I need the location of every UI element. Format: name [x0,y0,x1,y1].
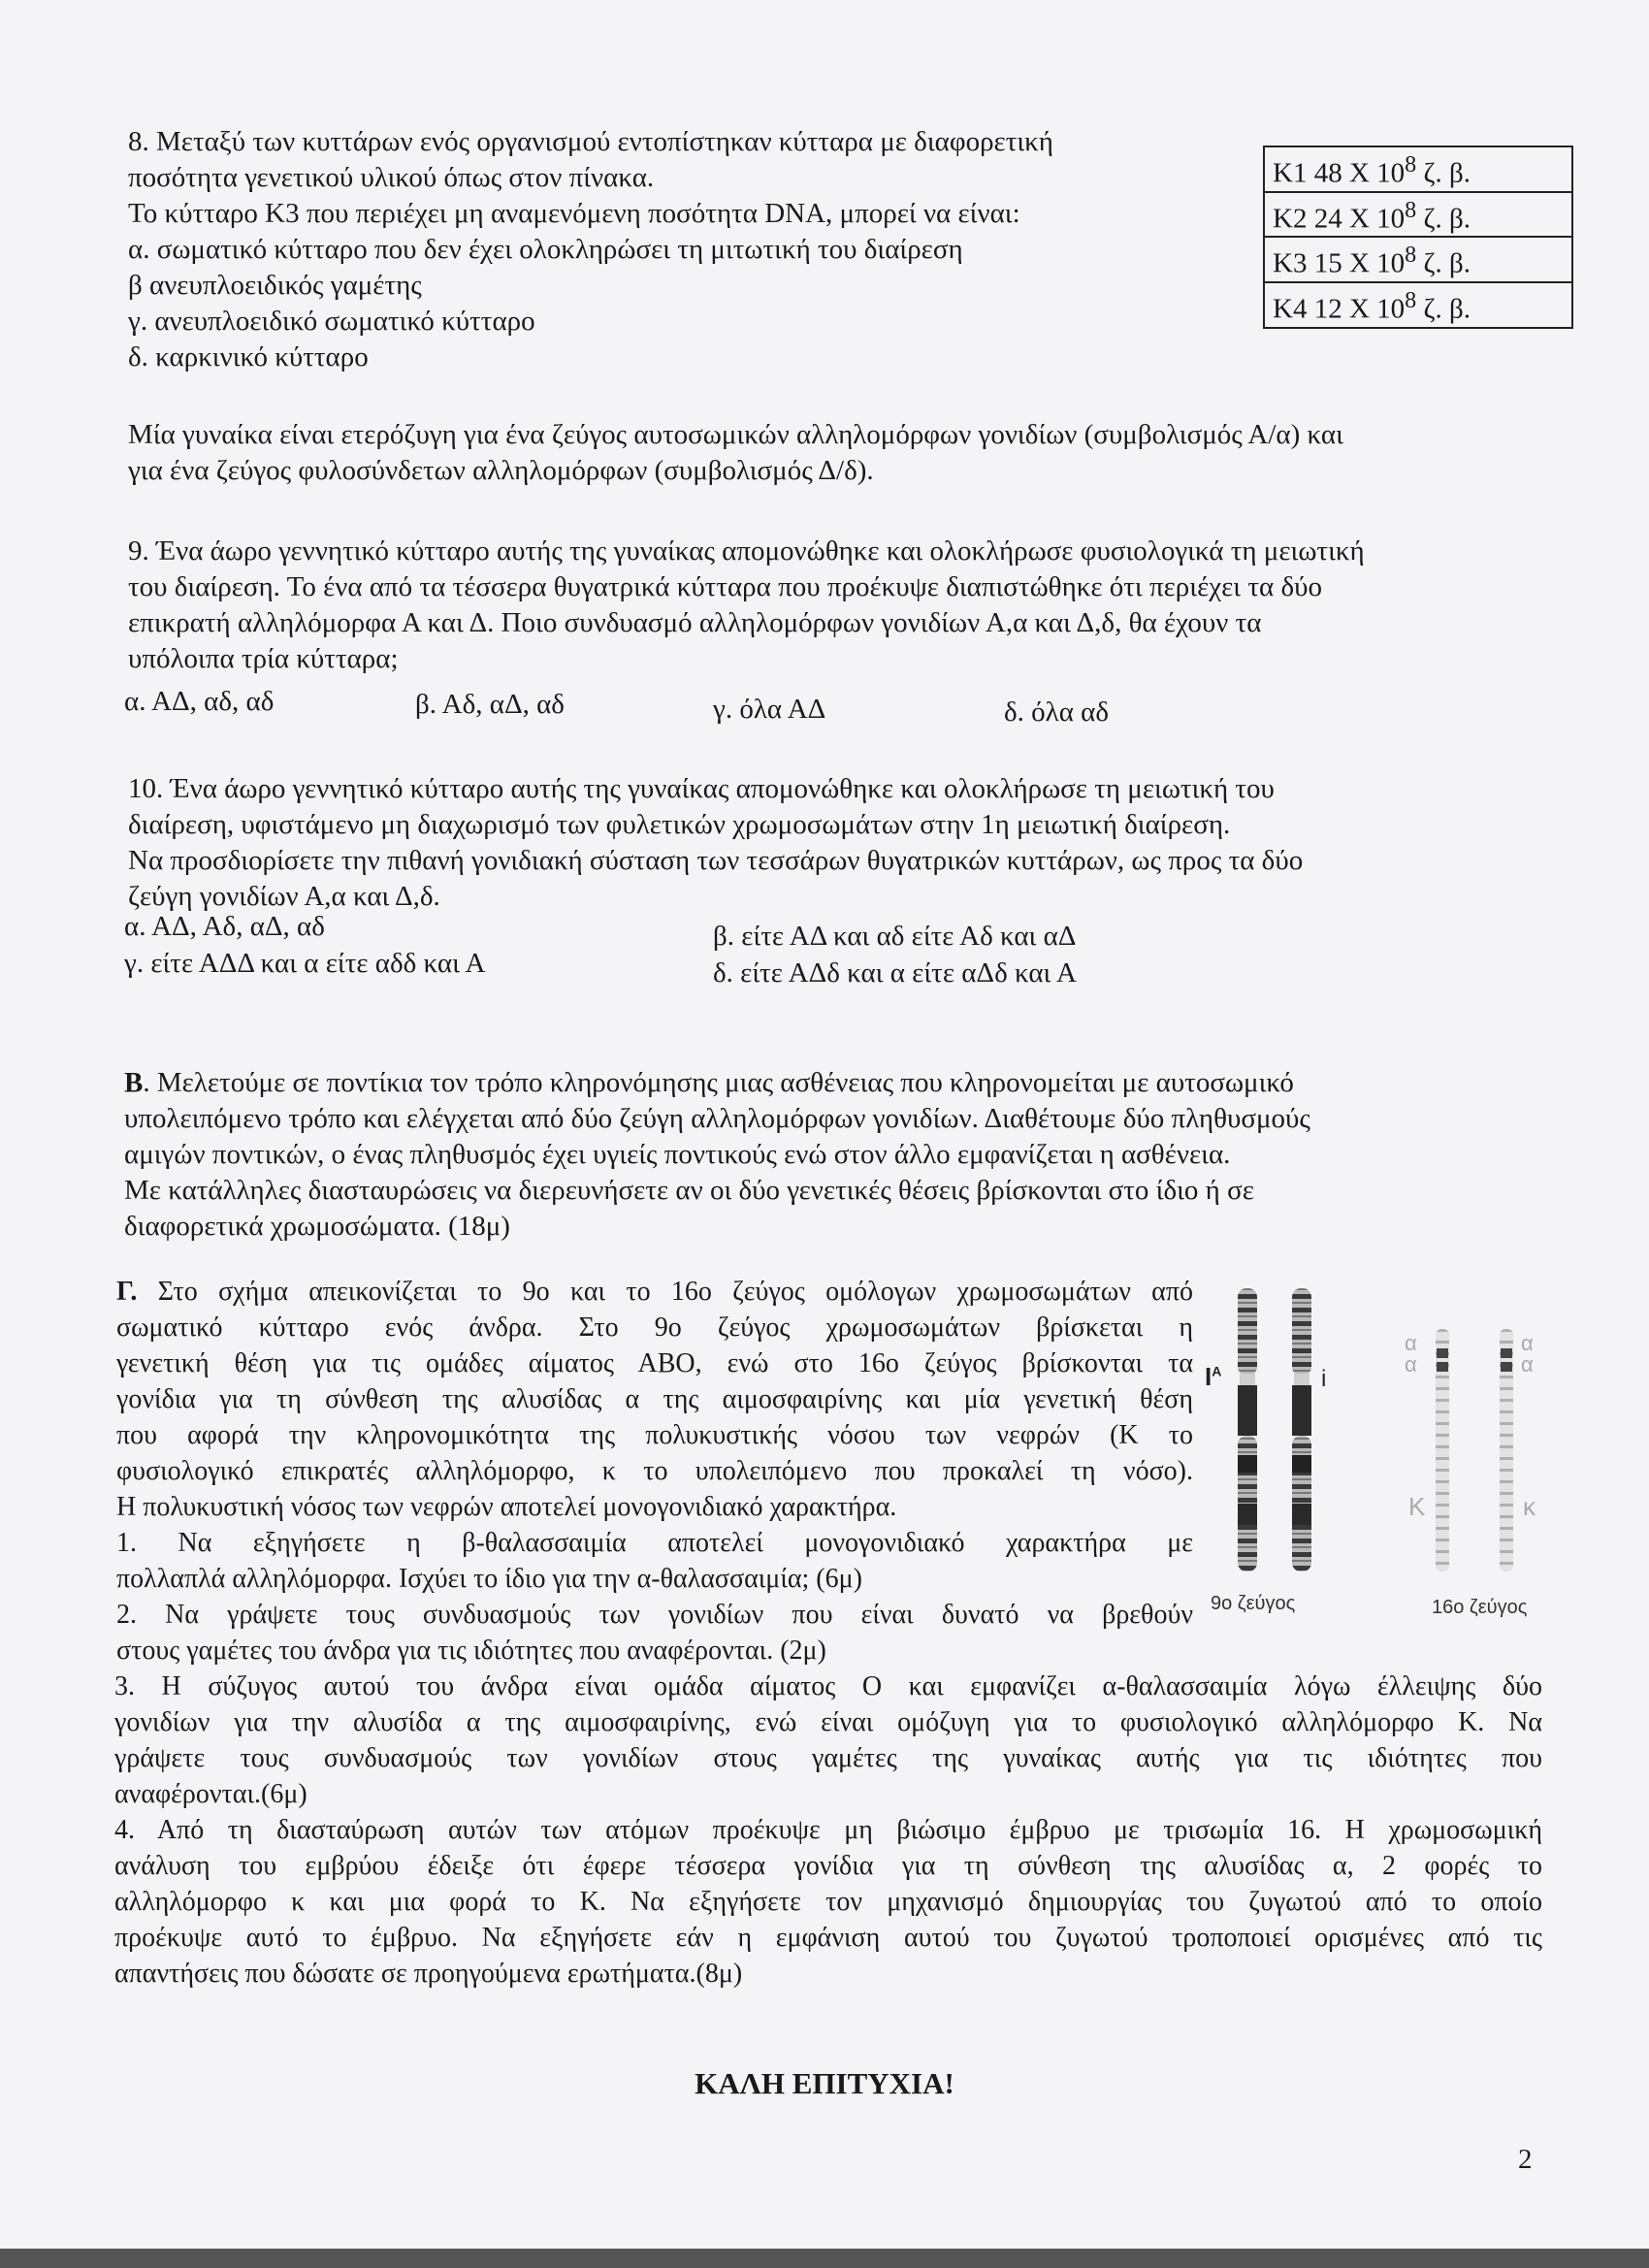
q8-line: ποσότητα γενετικού υλικού όπως στον πίνακα. [128,162,655,193]
q9-option-d: δ. όλα αδ [1004,697,1110,728]
section-g-question-1: πολλαπλά αλληλόμορφα. Ισχύει το ίδιο για την α-θαλασσαιμία; (6μ) [116,1564,862,1594]
figure-caption-9: 9ο ζεύγος [1211,1593,1296,1614]
q9-option-b: β. Αδ, αΔ, αδ [415,689,565,720]
allele-label-a1: α [1405,1331,1417,1355]
section-g-question-4: ανάλυση του εμβρύου έδειξε ότι έφερε τέσσερα γονίδια για τη σύνθεση της αλυσίδας α, 2 φορές το [114,1851,1542,1881]
allele-label-a3: α [1521,1331,1534,1355]
q8-option: γ. ανευπλοειδικό σωματικό κύτταρο [128,306,535,337]
table-cell: Κ2 24 Χ $10^8$ ζ. β. [1264,192,1572,238]
q10-option-a: α. ΑΔ, Αδ, αΔ, αδ [124,911,325,942]
intro-line: για ένα ζεύγος φυλοσύνδετων αλληλομόρφων (συμβολισμός Δ/δ). [128,455,874,486]
q8-line: 8. Μεταξύ των κυττάρων ενός οργανισμού εντοπίστηκαν κύτταρα με διαφορετική [128,126,1053,157]
q10-option-b: β. είτε ΑΔ και αδ είτε Αδ και αΔ [713,921,1077,952]
chromosome-9-right [1292,1288,1311,1571]
q10-line: Να προσδιορίσετε την πιθανή γονιδιακή σύσταση των τεσσάρων θυγατρικών κυττάρων, ως προς τα δύο [128,845,1304,876]
question-10 [128,771,1303,915]
table-cell: Κ3 15 Χ $10^8$ ζ. β. [1264,237,1572,282]
dna-amount-table [1263,146,1573,329]
section-g-question-2: 2. Να γράψετε τους συνδυασμούς των γονιδίων που είναι δυνατό να βρεθούν [116,1600,1193,1630]
q9-option-a: α. ΑΔ, αδ, αδ [124,686,275,717]
table-row [1264,146,1572,192]
section-g-question-3: 3. Η σύζυγος αυτού του άνδρα είναι ομάδα αίματος Ο και εμφανίζει α-θαλασσαιμία λόγω έλλειψης δύο [114,1671,1542,1701]
q9-line: 9. Ένα άωρο γεννητικό κύτταρο αυτής της γυναίκας απομονώθηκε και ολοκλήρωσε φυσιολογικά τη μειωτική [128,535,1365,567]
section-g-line: σωματικό κύτταρο ενός άνδρα. Στο 9ο ζεύγος χρωμοσωμάτων βρίσκεται η [116,1312,1193,1343]
q10-option-c: γ. είτε ΑΔΔ και α είτε αδδ και Α [124,948,486,979]
allele-label-IA: $I^A$ [1205,1362,1222,1391]
table-row [1264,192,1572,238]
q10-line: ζεύγη γονιδίων Α,α και Δ,δ. [128,881,440,912]
q10-line: διαίρεση, υφιστάμενο μη διαχωρισμό των φυλετικών χρωμοσωμάτων στην 1η μειωτική διαίρεση. [128,809,1231,840]
q10-line: 10. Ένα άωρο γεννητικό κύτταρο αυτής της γυναίκας απομονώθηκε και ολοκλήρωσε τη μειωτική του [128,773,1275,804]
question-8 [128,124,1053,375]
section-g-question-4: απαντήσεις που δώσατε σε προηγούμενα ερωτήματα.(8μ) [114,1959,743,1989]
section-b-line: διαφορετικά χρωμοσώματα. (18μ) [124,1211,510,1242]
chromosome-figure [1203,1280,1552,1630]
section-g-line: που αφορά την κληρονομικότητα της πολυκυστικής νόσου των νεφρών (Κ το [116,1420,1193,1450]
chromosome-16-left [1436,1329,1449,1571]
section-g-question-4: προέκυψε αυτό το έμβρυο. Να εξηγήσετε εάν η εμφάνιση αυτού του ζυγωτού τροποποιεί ορισμένες από τις [114,1923,1542,1953]
section-g-question-1: 1. Να εξηγήσετε η β-θαλασσαιμία αποτελεί μονογονιδιακό χαρακτήρα με [116,1528,1193,1558]
q8-option: δ. καρκινικό κύτταρο [128,341,369,373]
section-g-continued [114,1669,1542,1992]
section-g-line: Η πολυκυστική νόσος των νεφρών αποτελεί μονογονιδιακό χαρακτήρα. [116,1492,897,1522]
section-g-label: Γ. [116,1277,138,1307]
allele-label-k: κ [1523,1492,1536,1521]
section-b-line: υπολειπόμενο τρόπο και ελέγχεται από δύο ζεύγη αλληλομόρφων γονιδίων. Διαθέτουμε δύο πληθυσμούς [124,1103,1310,1134]
chromosome-drawing [1203,1280,1552,1630]
section-b-label: Β [124,1067,144,1098]
allele-label-K: Κ [1408,1492,1426,1521]
section-g [116,1274,1193,1669]
allele-label-a4: α [1521,1352,1534,1377]
table-row [1264,282,1572,328]
q10-option-d: δ. είτε ΑΔδ και α είτε αΔδ και Α [713,957,1077,988]
page-number: 2 [1518,2144,1533,2175]
section-b [124,1065,1310,1245]
closing-message: ΚΑΛΗ ΕΠΙΤΥΧΙΑ! [695,2066,954,2100]
section-g-question-4: αλληλόμορφο κ και μια φορά το Κ. Να εξηγήσετε τον μηχανισμό δημιουργίας του ζυγωτού από το οποίο [114,1887,1542,1917]
section-b-line: αμιγών ποντικών, ο ένας πληθυσμός έχει υγιείς ποντικούς ενώ στον άλλο εμφανίζεται η ασθένεια. [124,1139,1231,1170]
section-g-line: γενετική θέση για τις ομάδες αίματος ΑΒΟ, ενώ στο 16ο ζεύγος βρίσκονται τα [116,1348,1193,1378]
q8-line: Το κύτταρο Κ3 που περιέχει μη αναμενόμενη ποσότητα DNA, μπορεί να είναι: [128,198,1020,229]
section-g-question-3: αναφέρονται.(6μ) [114,1779,307,1809]
section-g-question-3: γονιδίων για την αλυσίδα α της αιμοσφαιρίνης, ενώ είναι ομόζυγη για το φυσιολογικό αλληλόμορφο Κ. Να [114,1707,1542,1737]
section-b-line: Β. Μελετούμε σε ποντίκια τον τρόπο κληρονόμησης μιας ασθένειας που κληρονομείται με αυτοσωμικό [124,1067,1294,1098]
q9-line: του διαίρεση. Το ένα από τα τέσσερα θυγατρικά κύτταρα που προέκυψε διαπιστώθηκε ότι περιέχει τα δύο [128,571,1322,602]
q9-line: υπόλοιπα τρία κύτταρα; [128,643,399,674]
section-g-line: Γ. Στο σχήμα απεικονίζεται το 9ο και το 16ο ζεύγος ομόλογων χρωμοσωμάτων από [116,1277,1193,1307]
question-9 [128,534,1365,677]
section-g-question-4: 4. Από τη διασταύρωση αυτών των ατόμων προέκυψε μη βιώσιμο έμβρυο με τρισωμία 16. Η χρωμοσωμική [114,1815,1542,1845]
section-b-line: Με κατάλληλες διασταυρώσεις να διερευνήσετε αν οι δύο γενετικές θέσεις βρίσκονται στο ίδιο ή σε [124,1175,1254,1206]
section-g-line: γονίδια για τη σύνθεση της αλυσίδας α της αιμοσφαιρίνης και μία γενετική θέση [116,1384,1193,1414]
intro-line: Μία γυναίκα είναι ετερόζυγη για ένα ζεύγος αυτοσωμικών αλληλομόρφων γονιδίων (συμβολισμός Α/α) και [128,419,1343,450]
figure-caption-16: 16ο ζεύγος [1432,1597,1528,1618]
scan-edge [0,2249,1649,2268]
section-g-question-2: στους γαμέτες του άνδρα για τις ιδιότητες που αναφέρονται. (2μ) [116,1636,826,1666]
allele-label-a2: α [1405,1352,1417,1377]
q9-line: επικρατή αλληλόμορφα Α και Δ. Ποιο συνδυασμό αλληλομόρφων γονιδίων Α,α και Δ,δ, θα έχουν τα [128,607,1262,638]
intro-woman [128,417,1343,489]
chromosome-9-left [1238,1288,1257,1571]
chromosome-16-right [1500,1329,1513,1571]
q8-option: α. σωματικό κύτταρο που δεν έχει ολοκληρώσει τη μιτωτική του διαίρεση [128,234,963,265]
allele-label-i: i [1321,1366,1327,1392]
section-g-line: φυσιολογικό επικρατές αλληλόμορφο, κ το υπολειπόμενο που προκαλεί τη νόσο). [116,1456,1193,1486]
section-g-question-3: γράψετε τους συνδυασμούς των γονιδίων στους γαμέτες της γυναίκας αυτής για τις ιδιότητες που [114,1743,1542,1773]
table-cell: Κ4 12 Χ $10^8$ ζ. β. [1264,282,1572,328]
q9-option-c: γ. όλα ΑΔ [713,694,826,725]
table-cell: Κ1 48 Χ $10^8$ ζ. β. [1264,146,1572,192]
q8-option: β ανευπλοειδικός γαμέτης [128,270,422,301]
table-row [1264,237,1572,282]
